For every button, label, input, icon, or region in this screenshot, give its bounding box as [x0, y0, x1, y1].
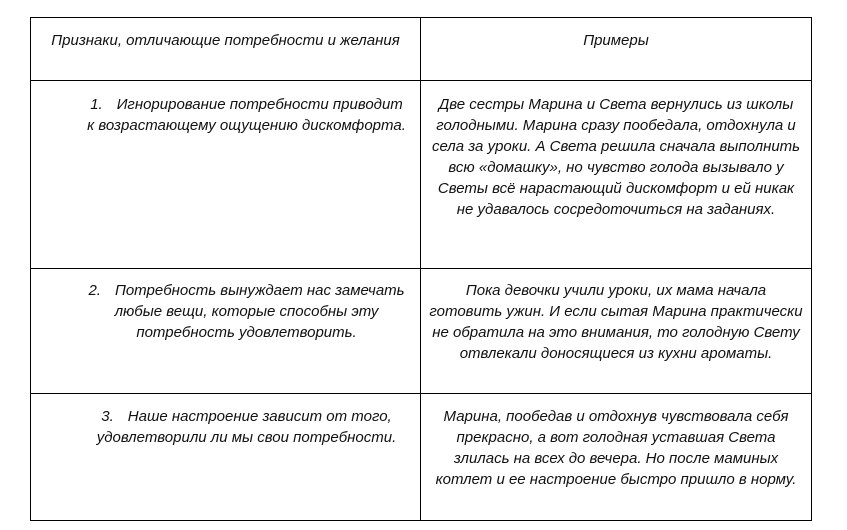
list-item — [39, 94, 412, 136]
example-cell: Пока девочки учили уроки, их мама начала готовить ужин. И если сытая Марина практически не обратила на это внимания, то голодную Свету отвлекали доносящиеся из кухни ароматы. — [429, 282, 803, 362]
item-number: 2. — [88, 282, 101, 299]
table-header-row — [31, 18, 811, 81]
list-item — [39, 406, 412, 448]
item-number: 1. — [90, 96, 103, 113]
sign-cell — [31, 269, 421, 393]
header-signs: Признаки, отличающие потребности и желания — [31, 18, 421, 80]
table-row — [31, 81, 811, 269]
sign-text: Наше настроение зависит от того, удовлетворили ли мы свои потребности. — [96, 408, 397, 446]
sign-text: Потребность вынуждает нас замечать любые вещи, которые способны эту потребность удовлетворить. — [114, 282, 405, 341]
header-examples: Примеры — [583, 32, 649, 49]
example-cell: Марина, пообедав и отдохнув чувствовала себя прекрасно, а вот голодная уставшая Света злилась на всех до вечера. Но после маминых котлет и ее настроение быстро пришло в норму. — [435, 408, 797, 488]
item-number: 3. — [101, 408, 114, 425]
comparison-table — [30, 17, 812, 521]
sign-cell — [31, 81, 421, 268]
table-row — [31, 394, 811, 520]
list-item — [39, 280, 412, 343]
table-row — [31, 269, 811, 394]
sign-cell — [31, 394, 421, 520]
example-cell: Две сестры Марина и Света вернулись из школы голодными. Марина сразу пообедала, отдохнула и села за уроки. А Света решила сначала выполнить всю «домашку», но чувство голода вызывало у Светы всё нарастающий дискомфорт и ей никак не удавалось сосредоточиться на заданиях. — [431, 96, 801, 218]
sign-text: Игнорирование потребности приводит к возрастающему ощущению дискомфорта. — [87, 96, 406, 134]
